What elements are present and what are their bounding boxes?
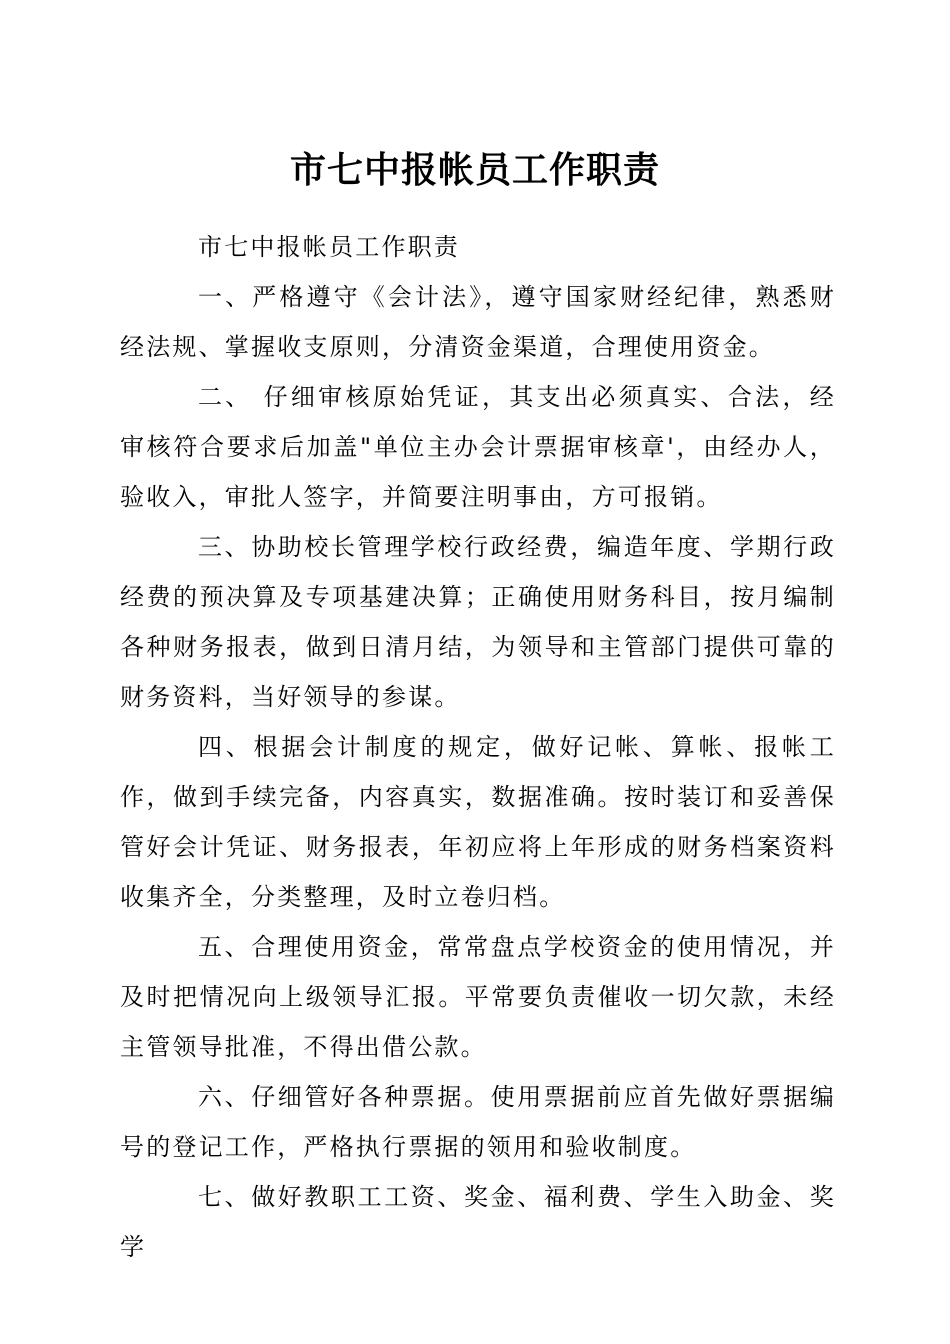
paragraph-item-3: 三、协助校长管理学校行政经费，编造年度、学期行政经费的预决算及专项基建决算；正确使用财务科目，按月编制各种财务报表，做到日清月结，为领导和主管部门提供可靠的财务资料，当好领导的参谋。: [120, 533, 836, 711]
document-body: [120, 222, 836, 1272]
paragraph-heading: 市七中报帐员工作职责: [198, 233, 460, 261]
paragraph-item-6: 六、仔细管好各种票据。使用票据前应首先做好票据编号的登记工作，严格执行票据的领用和验收制度。: [120, 1083, 836, 1161]
paragraph-item-7: 七、做好教职工工资、奖金、福利费、学生入助金、奖学: [120, 1183, 836, 1261]
paragraph-item-4: 四、根据会计制度的规定，做好记帐、算帐、报帐工作，做到手续完备，内容真实，数据准确。按时装订和妥善保管好会计凭证、财务报表，年初应将上年形成的财务档案资料收集齐全，分类整理，及时立卷归档。: [120, 733, 836, 911]
document-title: 市七中报帐员工作职责: [289, 149, 660, 191]
paragraph-item-1: 一、严格遵守《会计法》，遵守国家财经纪律，熟悉财经法规、掌握收支原则，分清资金渠道，合理使用资金。: [120, 283, 836, 361]
paragraph-item-5: 五、合理使用资金，常常盘点学校资金的使用情况，并及时把情况向上级领导汇报。平常要负责催收一切欠款，未经主管领导批准，不得出借公款。: [120, 933, 836, 1061]
paragraph-item-2: 二、 仔细审核原始凭证，其支出必须真实、合法，经审核符合要求后加盖"单位主办会计票据审核章'，由经办人，验收入，审批人签字，并简要注明事由，方可报销。: [120, 383, 836, 511]
